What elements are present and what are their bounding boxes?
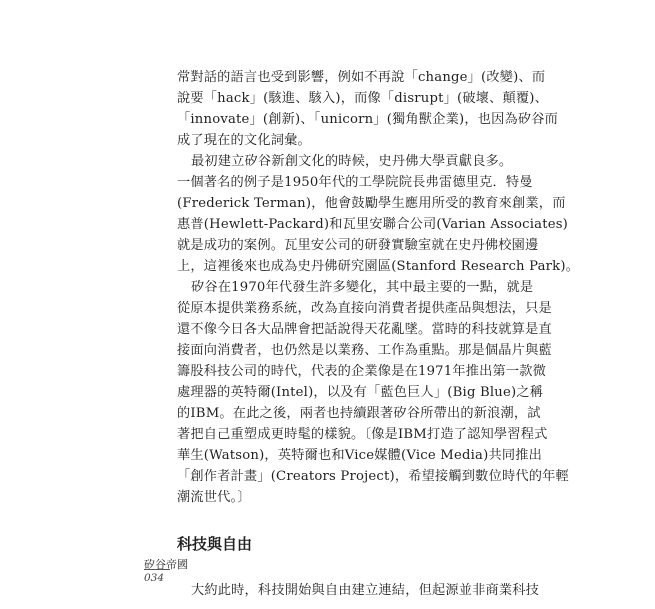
text-line: 惠普(Hewlett-Packard)和瓦里安聯合公司(Varian Associates)	[177, 217, 569, 232]
text-line: 接面向消費者，也仍然是以業務、工作為重點。那是個晶片與藍	[177, 343, 552, 358]
paragraph-start: 大約此時，科技開始與自由建立連結，但起源並非商業科技	[191, 583, 540, 598]
body-text	[177, 67, 580, 601]
text-line: 籌股科技公司的時代，代表的企業像是在1971年推出第一款微	[177, 364, 547, 379]
text-line: 常對話的語言也受到影響，例如不再說「change」(改變)、而	[177, 70, 546, 85]
text-line: 的IBM。在此之後，兩者也持續跟著矽谷所帶出的新浪潮，試	[177, 406, 541, 421]
text-line: 就是成功的案例。瓦里安公司的研發實驗室就在史丹佛校園邊	[177, 238, 539, 253]
text-line: (Frederick Terman)，他會鼓勵學生應用所受的教育來創業，而	[177, 196, 566, 211]
text-line: 潮流世代。〕	[177, 490, 251, 505]
section-gap	[177, 508, 485, 529]
footer-rule	[144, 569, 170, 570]
page-number: 034	[144, 572, 165, 584]
section-heading: 科技與自由	[177, 535, 253, 553]
text-line: 「innovate」(創新)、「unicorn」(獨角獸企業)，也因為矽谷而	[177, 112, 559, 127]
text-line: 「創作者計畫」(Creators Project)，希望接觸到數位時代的年輕	[177, 469, 569, 484]
paragraph-start: 矽谷在1970年代發生許多變化，其中最主要的一點，就是	[191, 280, 534, 295]
text-line: 從原本提供業務系統，改為直接向消費者提供產品與想法，只是	[177, 301, 552, 316]
text-line: 一個著名的例子是1950年代的工學院院長弗雷德里克．特曼	[177, 175, 533, 190]
text-line: 還不像今日各大品牌會把話說得天花亂墜。當時的科技就算是直	[177, 322, 552, 337]
paragraph-start: 最初建立矽谷新創文化的時候，史丹佛大學貢獻良多。	[191, 154, 513, 169]
text-line: 上，這裡後來也成為史丹佛研究園區(Stanford Research Park)。	[177, 259, 580, 274]
section-gap	[177, 559, 485, 580]
text-line: 說要「hack」(駭進、駭入)，而像「disrupt」(破壞、顛覆)、	[177, 91, 549, 106]
text-line: 著把自己重塑成更時髦的樣貌。〔像是IBM打造了認知學習程式	[177, 427, 548, 442]
text-line: 華生(Watson)，英特爾也和Vice媒體(Vice Media)共同推出	[177, 448, 542, 463]
running-title: 矽谷帝國	[144, 558, 188, 571]
text-line: 成了現在的文化詞彙。	[177, 133, 311, 148]
text-line: 處理器的英特爾(Intel)，以及有「藍色巨人」(Big Blue)之稱	[177, 385, 544, 400]
